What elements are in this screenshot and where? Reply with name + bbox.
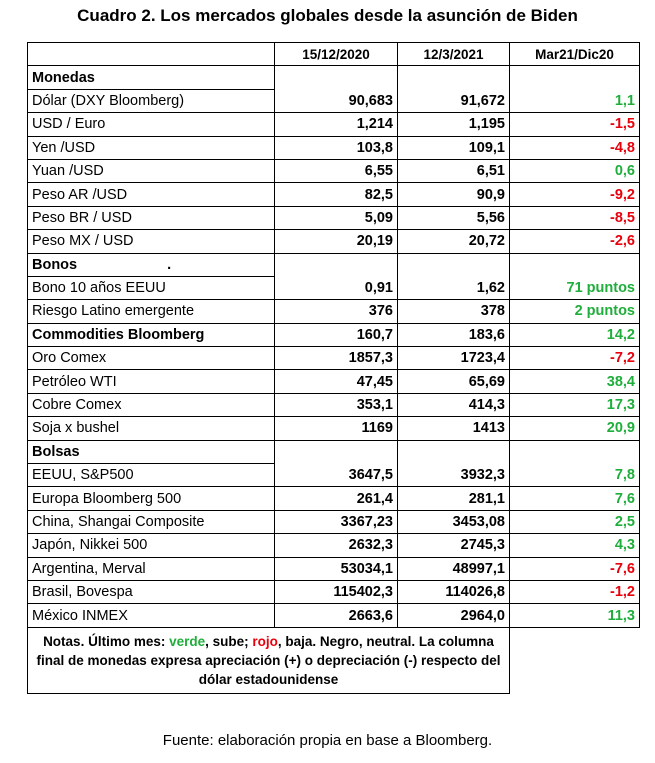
row-value-1: 353,1 [275,393,398,416]
row-label: Peso AR /USD [28,183,275,206]
row-change: -7,2 [510,347,640,370]
empty-cell [398,440,510,463]
row-label: Bono 10 años EEUU [28,276,275,299]
row-change: -1,2 [510,580,640,603]
row-value-1: 3647,5 [275,464,398,487]
row-change: -2,6 [510,230,640,253]
header-cell-date1: 15/12/2020 [275,43,398,66]
section-name: Monedas [32,69,95,86]
row-value-2: 3453,08 [398,510,510,533]
row-value-1: 115402,3 [275,580,398,603]
empty-cell [510,253,640,276]
header-cell-change: Mar21/Dic20 [510,43,640,66]
table-row [28,230,640,253]
table-row [28,159,640,182]
table-row [28,534,640,557]
table-row [28,89,640,112]
row-value-1: 1,214 [275,113,398,136]
row-value-1: 0,91 [275,276,398,299]
section-value-2: 183,6 [398,323,510,346]
row-label: Europa Bloomberg 500 [28,487,275,510]
section-name: Bonos [32,256,78,273]
row-value-2: 91,672 [398,89,510,112]
row-change: 2,5 [510,510,640,533]
row-value-2: 109,1 [398,136,510,159]
row-value-1: 90,683 [275,89,398,112]
notes-segment: , sube; [205,633,253,649]
section-row [28,66,640,89]
row-value-1: 376 [275,300,398,323]
row-value-1: 3367,23 [275,510,398,533]
row-value-2: 5,56 [398,206,510,229]
section-row [28,440,640,463]
row-value-2: 1723,4 [398,347,510,370]
table-row [28,580,640,603]
table-row [28,183,640,206]
notes-row [28,627,640,693]
empty-cell [398,253,510,276]
row-value-1: 2663,6 [275,604,398,627]
row-value-1: 82,5 [275,183,398,206]
row-change: 4,3 [510,534,640,557]
row-label: Dólar (DXY Bloomberg) [28,89,275,112]
row-value-2: 2745,3 [398,534,510,557]
row-value-1: 5,09 [275,206,398,229]
header-cell-label [28,43,275,66]
row-change: -7,6 [510,557,640,580]
section-mark: . [167,256,172,273]
markets-table-body [28,43,640,694]
table-row [28,206,640,229]
section-label [28,440,275,463]
row-value-1: 1857,3 [275,347,398,370]
notes-segment: verde [169,633,206,649]
table-row [28,276,640,299]
row-change: -4,8 [510,136,640,159]
header-row [28,43,640,66]
table-row [28,487,640,510]
row-label: Peso BR / USD [28,206,275,229]
row-label: Brasil, Bovespa [28,580,275,603]
row-value-1: 2632,3 [275,534,398,557]
row-change: -1,5 [510,113,640,136]
table-row [28,557,640,580]
table-title: Cuadro 2. Los mercados globales desde la asunción de Biden [77,6,578,25]
row-label: Peso MX / USD [28,230,275,253]
row-value-2: 414,3 [398,393,510,416]
row-value-1: 53034,1 [275,557,398,580]
row-label: México INMEX [28,604,275,627]
empty-cell [275,253,398,276]
empty-cell [275,66,398,89]
row-value-1: 6,55 [275,159,398,182]
row-value-2: 1413 [398,417,510,440]
row-change: 7,8 [510,464,640,487]
table-row [28,417,640,440]
row-label: USD / Euro [28,113,275,136]
row-change: 71 puntos [510,276,640,299]
row-value-1: 47,45 [275,370,398,393]
row-label: Argentina, Merval [28,557,275,580]
table-row [28,393,640,416]
row-value-1: 1169 [275,417,398,440]
table-row [28,370,640,393]
notes-segment: Notas. Último mes: [43,633,170,649]
row-label: Cobre Comex [28,393,275,416]
section-name: Commodities Bloomberg [32,326,205,343]
empty-cell [275,440,398,463]
row-value-2: 20,72 [398,230,510,253]
row-value-2: 2964,0 [398,604,510,627]
row-value-2: 90,9 [398,183,510,206]
table-row [28,604,640,627]
row-value-2: 114026,8 [398,580,510,603]
row-change: 20,9 [510,417,640,440]
empty-cell [510,66,640,89]
row-value-2: 48997,1 [398,557,510,580]
row-change: 11,3 [510,604,640,627]
row-label: Soja x bushel [28,417,275,440]
row-label: Petróleo WTI [28,370,275,393]
empty-cell [398,66,510,89]
row-value-1: 261,4 [275,487,398,510]
table-row [28,347,640,370]
row-change: 1,1 [510,89,640,112]
markets-table [27,42,640,694]
section-row [28,253,640,276]
section-label [28,323,275,346]
row-value-2: 1,195 [398,113,510,136]
notes-segment: , baja. Negro, neutral. La columna final de monedas expresa apreciación (+) o depreciación (-) respecto del dólar estadounidense [36,633,501,687]
row-value-2: 3932,3 [398,464,510,487]
section-change: 14,2 [510,323,640,346]
row-value-2: 281,1 [398,487,510,510]
row-change: 2 puntos [510,300,640,323]
notes-text [32,632,505,689]
row-value-1: 103,8 [275,136,398,159]
notes-blank-cell [510,627,640,693]
notes-segment: rojo [252,633,278,649]
row-change: 7,6 [510,487,640,510]
table-row [28,464,640,487]
empty-cell [510,440,640,463]
notes-cell [28,627,510,693]
row-value-2: 1,62 [398,276,510,299]
row-value-2: 65,69 [398,370,510,393]
row-value-2: 378 [398,300,510,323]
row-label: EEUU, S&P500 [28,464,275,487]
row-value-1: 20,19 [275,230,398,253]
source-note: Fuente: elaboración propia en base a Bloomberg. [162,732,493,749]
row-change: -9,2 [510,183,640,206]
section-row [28,323,640,346]
row-value-2: 6,51 [398,159,510,182]
row-label: Oro Comex [28,347,275,370]
row-change: 0,6 [510,159,640,182]
section-value-1: 160,7 [275,323,398,346]
section-name: Bolsas [32,443,80,460]
row-change: 38,4 [510,370,640,393]
row-label: Yen /USD [28,136,275,159]
table-row [28,136,640,159]
header-cell-date2: 12/3/2021 [398,43,510,66]
table-row [28,113,640,136]
section-label [28,66,275,89]
section-label [28,253,275,276]
row-label: Yuan /USD [28,159,275,182]
row-change: 17,3 [510,393,640,416]
table-row [28,300,640,323]
table-row [28,510,640,533]
row-label: Japón, Nikkei 500 [28,534,275,557]
row-label: Riesgo Latino emergente [28,300,275,323]
row-label: China, Shangai Composite [28,510,275,533]
row-change: -8,5 [510,206,640,229]
